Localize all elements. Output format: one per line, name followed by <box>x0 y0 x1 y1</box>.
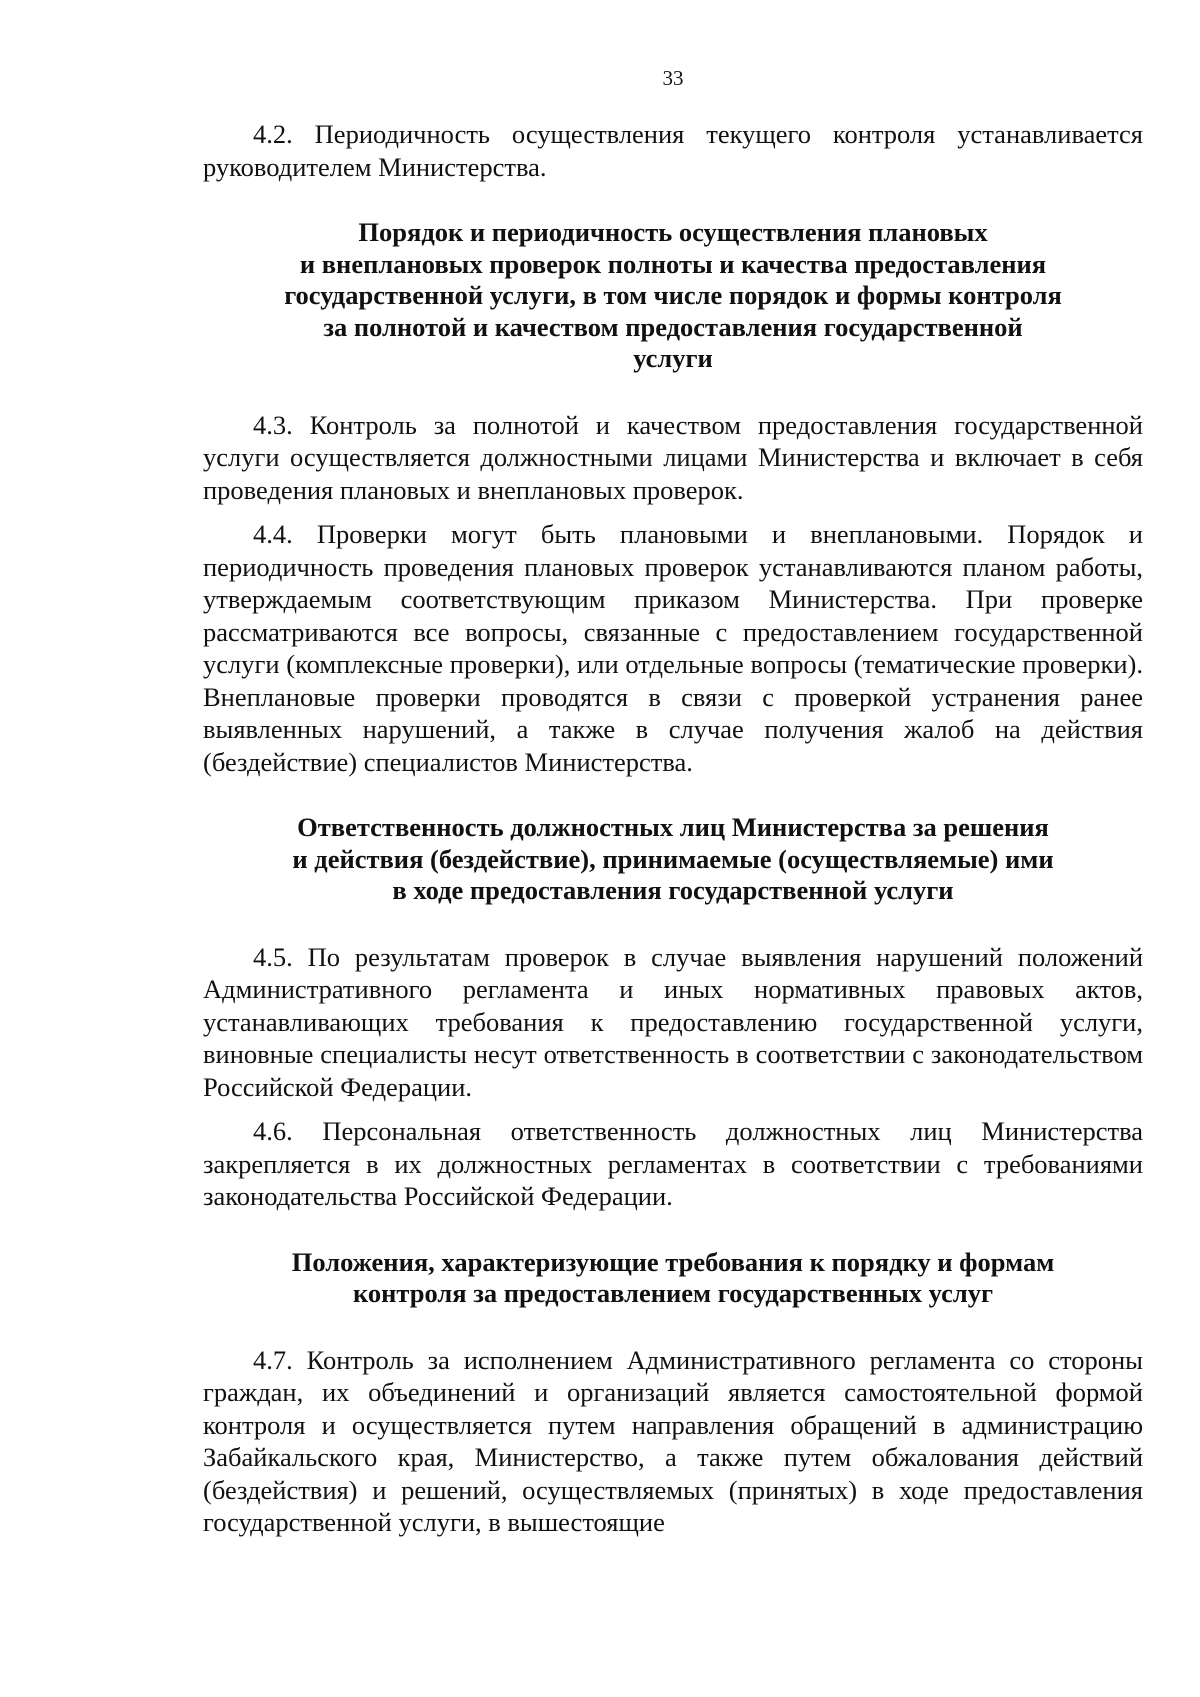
section-heading-responsibility <box>203 812 1143 907</box>
section-heading-control-forms <box>203 1247 1143 1310</box>
paragraph-4-4: 4.4. Проверки могут быть плановыми и внеплановыми. Порядок и периодичность проведения плановых проверок устанавливаются планом работы, утверждаемым соответствующим приказом Министерства. При проверке рассматриваются все вопросы, связанные с предоставлением государственной услуги (комплексные проверки), или отдельные вопросы (тематические проверки). Внеплановые проверки проводятся в связи с проверкой устранения ранее выявленных нарушений, а также в случае получения жалоб на действия (бездействие) специалистов Министерства. <box>203 519 1143 777</box>
heading-line: в ходе предоставления государственной услуги <box>392 875 954 905</box>
section-heading-inspections <box>203 217 1143 375</box>
page-number: 33 <box>662 66 684 90</box>
heading-line: и внеплановых проверок полноты и качества предоставления <box>299 248 1047 279</box>
paragraph-4-2: 4.2. Периодичность осуществления текущего контроля устанавливается руководителем Министерства. <box>203 119 1143 182</box>
heading-line: за полнотой и качеством предоставления государственной <box>323 311 1023 342</box>
paragraph-4-7: 4.7. Контроль за исполнением Административного регламента со стороны граждан, их объединений и организаций является самостоятельной формой контроля и осуществляется путем направления обращений в администрацию Забайкальского края, Министерство, а также путем обжалования действий (бездействия) и решений, осуществляемых (принятых) в ходе предоставления государственной услуги, в вышестоящие <box>203 1344 1143 1537</box>
heading-line: контроля за предоставлением государственных услуг <box>352 1278 994 1308</box>
heading-line: Порядок и периодичность осуществления плановых <box>358 217 988 247</box>
paragraph-4-3: 4.3. Контроль за полнотой и качеством предоставления государственной услуги осуществляется должностными лицами Министерства и включает в себя проведения плановых и внеплановых проверок. <box>203 409 1143 505</box>
paragraph-4-5: 4.5. По результатам проверок в случае выявления нарушений положений Административного регламента и иных нормативных правовых актов, устанавливающих требования к предоставлению государственной услуги, виновные специалисты несут ответственность в соответствии с законодательством Российской Федерации. <box>203 941 1143 1102</box>
heading-line: Ответственность должностных лиц Министерства за решения <box>297 812 1049 842</box>
paragraph-4-6: 4.6. Персональная ответственность должностных лиц Министерства закрепляется в их должностных регламентах в соответствии с требованиями законодательства Российской Федерации. <box>203 1116 1143 1211</box>
heading-line: услуги <box>633 343 713 373</box>
heading-line: Положения, характеризующие требования к порядку и формам <box>291 1246 1055 1277</box>
document-body <box>203 118 1143 1539</box>
heading-line: государственной услуги, в том числе порядок и формы контроля <box>284 280 1062 310</box>
heading-line: и действия (бездействие), принимаемые (осуществляемые) ими <box>292 843 1054 874</box>
